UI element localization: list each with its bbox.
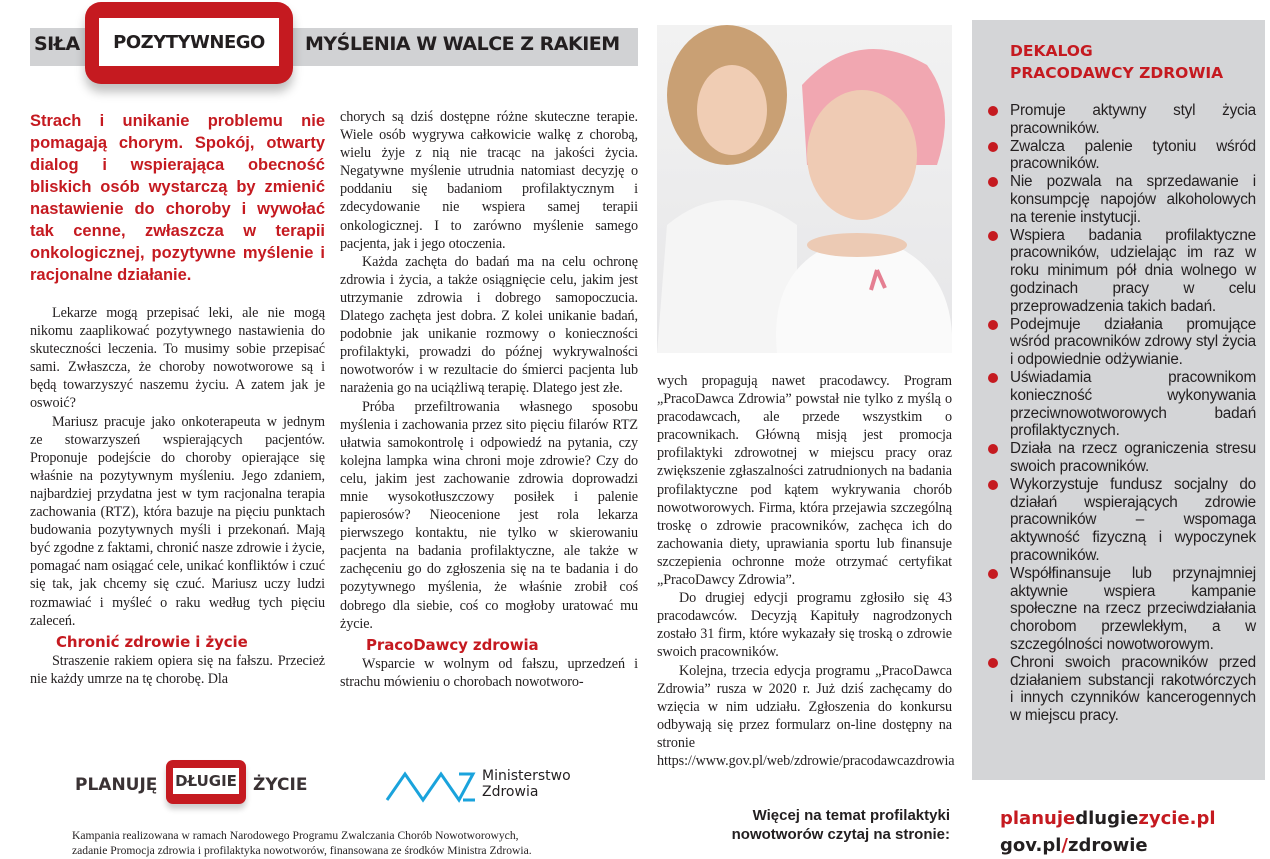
note-line: zadanie Promocja zdrowia i profilaktyka nowotworów, finansowana ze środków Ministra Zdrowia. <box>72 844 532 857</box>
more-line: nowotworów czytaj na stronie: <box>731 826 950 843</box>
logo-text: DŁUGIE <box>173 768 239 794</box>
paragraph: wych propagują nawet pracodawcy. Program „PracoDawca Zdrowia” powstał nie tylko z myślą o pracodawcach, ale przede wszystkim o pracownikach. Główną misją jest promocja profilaktyki zdrowotnej w miejscu pracy oraz zwiększenie zgłaszalności zatrudnionych na badania profilaktyczne pod kątem wykrywania chorób nowotworowych. Firma, która przejawia szczególną troskę o zdrowie pracowników, zachęca ich do zachowania diety, uprawiania sportu lub finansuje szczepienia ochronne może otrzymać certyfikat „PracoDawcy Zdrowia”. <box>657 373 952 589</box>
list-item: Współfinansuje lub przynajmniej aktywnie wspiera kampanie społeczne na rzecz przeciwdziałania chorobom przewlekłym, a w szczególności nowotworowym. <box>984 565 1256 654</box>
title-word-pozytywnego: POZYTYWNEGO <box>99 18 279 66</box>
list-item: Działa na rzecz ograniczenia stresu swoich pracowników. <box>984 440 1256 476</box>
paragraph: Wsparcie w wolnym od fałszu, uprzedzeń i strachu mówieniu o chorobach nowotworo- <box>340 655 638 690</box>
logo-text: PLANUJĘ <box>75 775 158 795</box>
column-2 <box>340 108 638 691</box>
sidebar-title-line1: DEKALOG <box>1010 42 1093 60</box>
url-part: planuje <box>1000 808 1076 829</box>
decalogue-sidebar <box>972 20 1265 780</box>
logo-text: ŻYCIE <box>253 775 308 795</box>
website-links <box>1000 805 1216 859</box>
column-3 <box>657 372 955 770</box>
title-rest: MYŚLENIA W WALCE Z RAKIEM <box>305 33 620 55</box>
list-item: Chroni swoich pracowników przed działaniem substancji rakotwórczych i innych czynników kancerogennych w miejscu pracy. <box>984 654 1256 725</box>
paragraph: Kolejna, trzecia edycja programu „PracoDawca Zdrowia” rusza w 2020 r. Już dziś zachęcamy do wzięcia w nim udziału. Zgłoszenia do konkursu odbywają się przez formularz on-line dostępny na stronie https://www.gov.pl/web/zdrowie/pracodawcazdrowia <box>657 662 955 769</box>
url-part: dlugie <box>1075 808 1139 829</box>
paragraph: Każda zachęta do badań ma na celu ochronę zdrowia i życia, a także osiągnięcie celu, jakim jest utrzymanie zdrowia i dobrego samopoczucia. Dlatego zachęta jest dobra. Z kolei unikanie badań, podobnie jak unikanie rozmowy o konieczności profilaktyki, prowadzi do późnej wykrywalności nowotworów i w rezultacie do śmierci pacjenta lub narażenia go na uciążliwą terapię. Dlatego jest złe. <box>340 253 638 397</box>
column-1 <box>30 110 325 688</box>
note-line: Kampania realizowana w ramach Narodowego Programu Zwalczania Chorób Nowotworowych, <box>72 829 519 842</box>
list-item: Podejmuje działania promujące wśród pracowników zdrowy styl życia i odpowiednie odżywianie. <box>984 316 1256 369</box>
list-item: Wspiera badania profilaktyczne pracowników, udzielając im raz w roku minimum pół dnia wolnego w godzinach pracy w celu przeprowadzenia takich badań. <box>984 227 1256 316</box>
section-heading: PracoDawcy zdrowia <box>366 635 539 654</box>
ministry-of-health-logo <box>385 768 585 808</box>
photo-women-pink-ribbon <box>657 25 952 353</box>
ministry-mz-icon <box>385 768 477 804</box>
url-part: gov.pl <box>1000 835 1062 856</box>
list-item: Wykorzystuje fundusz socjalny do działań wspierających zdrowie pracowników – wspomaga aktywność fizyczną i wypoczynek pracowników. <box>984 476 1256 565</box>
more-info-text <box>700 806 950 844</box>
campaign-note <box>72 828 652 858</box>
ministry-name: Ministerstwo <box>482 768 571 784</box>
paragraph: chorych są dziś dostępne różne skuteczne terapie. Wiele osób wygrywa całkowicie walkę z chorobą, wielu żyje z nią nie tracąc na jakości życia. Negatywne myślenie utrudnia natomiast decyzję o poddaniu się badaniom profilaktycznym i zdecydowanie nie wspiera samej terapii onkologicznej. I to zarówno myślenie samego pacjenta, jak i jego otoczenia. <box>340 109 638 252</box>
planuje-dlugie-zycie-logo <box>75 760 315 810</box>
url-part: zycie.pl <box>1138 808 1216 829</box>
title-highlight-box <box>85 2 293 84</box>
section-heading: Chronić zdrowie i życie <box>56 632 248 651</box>
list-item: Uświadamia pracownikom konieczność wykonywania przeciwnowotworowych badań profilaktycznych. <box>984 369 1256 440</box>
ministry-name: Zdrowia <box>482 784 539 800</box>
url-part: / <box>1061 835 1068 856</box>
title-word-sila: SIŁA <box>34 33 80 55</box>
link-gov-zdrowie[interactable] <box>1000 832 1216 859</box>
paragraph: Straszenie rakiem opiera się na fałszu. Przecież nie każdy umrze na tę chorobę. Dla <box>30 652 325 687</box>
list-item: Nie pozwala na sprzedawanie i konsumpcję napojów alkoholowych na terenie instytucji. <box>984 173 1256 226</box>
list-item: Zwalcza palenie tytoniu wśród pracowników. <box>984 138 1256 174</box>
url-part: zdrowie <box>1068 835 1148 856</box>
sidebar-title-line2: PRACODAWCY ZDROWIA <box>1010 64 1224 82</box>
sidebar-title <box>1010 40 1223 84</box>
logo-box <box>166 760 246 804</box>
lead-paragraph: Strach i unikanie problemu nie pomagają chorym. Spokój, otwarty dialog i wspierająca obecność bliskich osób wystarczą by zmienić nastawienie do choroby i wywołać tak cenne, zwłaszcza w terapii onkologicznej, pozytywne myślenie i racjonalne działanie. <box>30 112 325 284</box>
paragraph: Do drugiej edycji programu zgłosiło się 43 pracodawców. Decyzją Kapituły nagrodzonych zostało 31 firm, które wykazały się troską o zdrowie swoich pracowników. <box>657 590 952 661</box>
paragraph: Lekarze mogą przepisać leki, ale nie mogą nikomu zaaplikować pozytywnego nastawienia do skuteczności leczenia. To musimy sobie przepisać sami. Zwłaszcza, że choroby nowotworowe są i będą towarzyszyć naszemu życiu. A zatem jak je oswoić? <box>30 305 325 412</box>
more-line: Więcej na temat profilaktyki <box>752 807 950 824</box>
list-item: Promuje aktywny styl życia pracowników. <box>984 102 1256 138</box>
link-planujedlugiezycie[interactable] <box>1000 805 1216 832</box>
decalogue-list <box>984 102 1256 725</box>
paragraph: Próba przefiltrowania własnego sposobu myślenia i zachowania przez sito pięciu filarów RTZ ułatwia samokontrolę i odpowiedź na pytania, czy kolejna lampka wina chroni moje zdrowie? Czy do celu, jakim jest zachowanie zdrowia doprowadzi mnie wysokotłuszczowy posiłek i palenie papierosów? Nieocenione jest rola lekarza pierwszego kontaktu, nie tylko w skierowaniu pacjenta na badania profilaktyczne, ale także w zachęceniu go do zgłoszenia się na te badania i do pozytywnego myślenia, że właśnie zrobił coś dobrego dla siebie, coś co mogłoby uratować mu życie. <box>340 398 638 632</box>
paragraph: Mariusz pracuje jako onkoterapeuta w jednym ze stowarzyszeń wspierających pacjentów. Proponuje podejście do choroby opierające się właśnie na pozytywnym myśleniu. Jego zdaniem, najbardziej przydatna jest w tym racjonalna terapia zachowania (RTZ), która bazuje na pięciu punktach budowania pozytywnych myśli i przekonań. Mają być zgodne z faktami, chronić nasze zdrowie i życie, pomagać nam osiągać cele, unikać konfliktów i czuć się tak, jak chcemy się czuć. Mariusz uczy ludzi rozmawiać i myśleć o raku według tych pięciu zaleceń. <box>30 413 325 629</box>
